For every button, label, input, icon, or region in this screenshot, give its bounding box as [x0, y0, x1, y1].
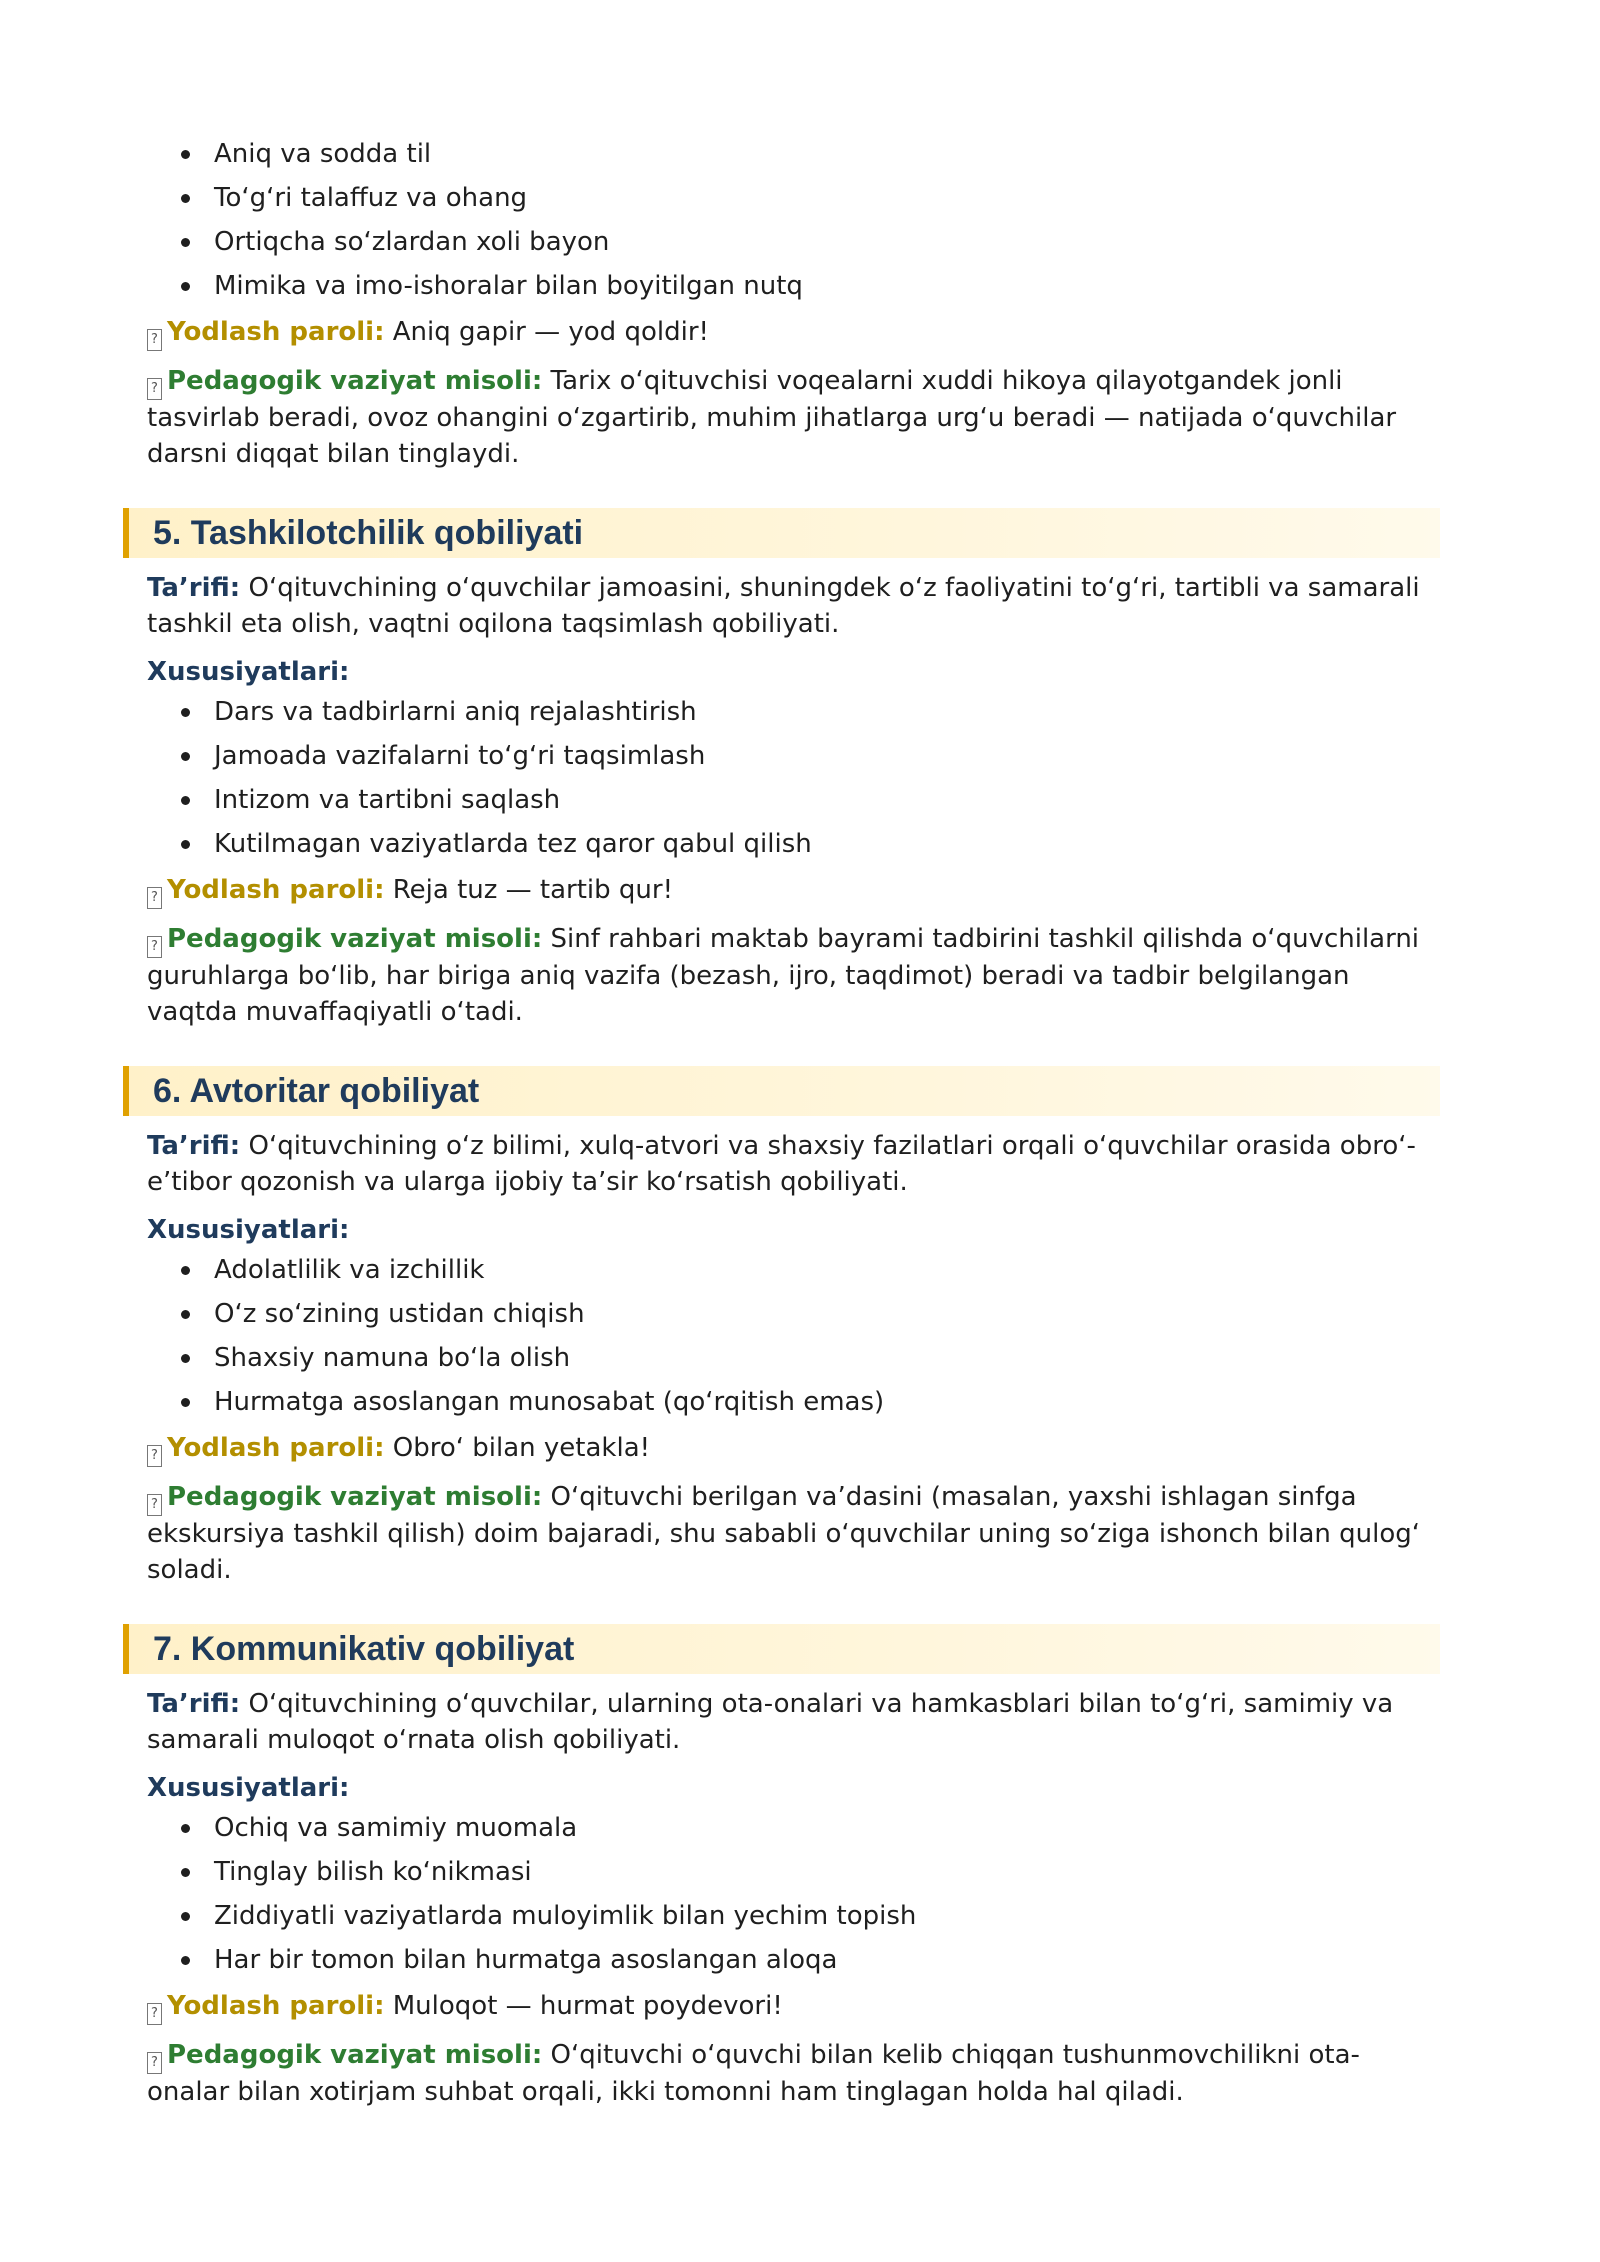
- list-item: Ochiq va samimiy muomala: [179, 1806, 1440, 1850]
- list-item: Dars va tadbirlarni aniq rejalashtirish: [179, 690, 1440, 734]
- list-item: Kutilmagan vaziyatlarda tez qaror qabul qilish: [179, 822, 1440, 866]
- placeholder-glyph-icon: ?: [147, 329, 162, 351]
- section-heading: 5. Tashkilotchilik qobiliyati: [123, 508, 1440, 558]
- section-heading: 6. Avtoritar qobiliyat: [123, 1066, 1440, 1116]
- list-item: Adolatlilik va izchillik: [179, 1248, 1440, 1292]
- list-item: Jamoada vazifalarni to‘g‘ri taqsimlash: [179, 734, 1440, 778]
- mnemonic-paragraph: [147, 1430, 1440, 1467]
- definition-paragraph: [147, 1128, 1440, 1200]
- example-label: Pedagogik vaziyat misoli:: [167, 2040, 543, 2070]
- example-text: Tarix o‘qituvchisi voqealarni xuddi hikoya qilayotgandek jonli tasvirlab beradi, ovoz ohangini o‘zgartirib, muhim jihatlarga urg‘u beradi — natijada o‘quvchilar darsni diqqat bilan tinglaydi.: [147, 366, 1397, 469]
- mnemonic-text: Obro‘ bilan yetakla!: [392, 1433, 651, 1463]
- placeholder-glyph-icon: ?: [147, 887, 162, 909]
- placeholder-glyph-icon: ?: [147, 378, 162, 400]
- list-item: Ziddiyatli vaziyatlarda muloyimlik bilan yechim topish: [179, 1894, 1440, 1938]
- features-label: Xususiyatlari:: [147, 1773, 350, 1803]
- list-item: O‘z so‘zining ustidan chiqish: [179, 1292, 1440, 1336]
- placeholder-glyph-icon: ?: [147, 2003, 162, 2025]
- features-label: Xususiyatlari:: [147, 1215, 350, 1245]
- definition-label: Ta’rifi:: [147, 1689, 241, 1719]
- example-label: Pedagogik vaziyat misoli:: [167, 924, 543, 954]
- definition-paragraph: [147, 570, 1440, 642]
- example-paragraph: [147, 1479, 1440, 1588]
- feature-list: [147, 1248, 1440, 1424]
- mnemonic-label: Yodlash paroli:: [167, 875, 385, 905]
- definition-text: O‘qituvchining o‘quvchilar jamoasini, shuningdek o‘z faoliyatini to‘g‘ri, tartibli va samarali tashkil eta olish, vaqtni oqilona taqsimlash qobiliyati.: [147, 573, 1420, 639]
- example-paragraph: [147, 363, 1440, 472]
- mnemonic-paragraph: [147, 314, 1440, 351]
- mnemonic-paragraph: [147, 1988, 1440, 2025]
- mnemonic-label: Yodlash paroli:: [167, 1991, 385, 2021]
- list-item: Hurmatga asoslangan munosabat (qo‘rqitish emas): [179, 1380, 1440, 1424]
- definition-text: O‘qituvchining o‘z bilimi, xulq-atvori va shaxsiy fazilatlari orqali o‘quvchilar orasida obro‘-e’tibor qozonish va ularga ijobiy ta’sir ko‘rsatish qobiliyati.: [147, 1131, 1416, 1197]
- list-item: To‘g‘ri talaffuz va ohang: [179, 176, 1440, 220]
- list-item: Intizom va tartibni saqlash: [179, 778, 1440, 822]
- mnemonic-label: Yodlash paroli:: [167, 1433, 385, 1463]
- mnemonic-text: Muloqot — hurmat poydevori!: [392, 1991, 783, 2021]
- definition-text: O‘qituvchining o‘quvchilar, ularning ota-onalari va hamkasblari bilan to‘g‘ri, samimiy va samarali muloqot o‘rnata olish qobiliyati.: [147, 1689, 1394, 1755]
- list-item: Aniq va sodda til: [179, 132, 1440, 176]
- example-paragraph: [147, 2037, 1440, 2110]
- example-paragraph: [147, 921, 1440, 1030]
- mnemonic-paragraph: [147, 872, 1440, 909]
- features-label: Xususiyatlari:: [147, 657, 350, 687]
- example-text: Sinf rahbari maktab bayrami tadbirini tashkil qilishda o‘quvchilarni guruhlarga bo‘lib, har biriga aniq vazifa (bezash, ijro, taqdimot) beradi va tadbir belgilangan vaqtda muvaffaqiyatli o‘tadi.: [147, 924, 1420, 1027]
- placeholder-glyph-icon: ?: [147, 936, 162, 958]
- example-label: Pedagogik vaziyat misoli:: [167, 366, 543, 396]
- mnemonic-text: Aniq gapir — yod qoldir!: [392, 317, 709, 347]
- feature-list: [147, 1806, 1440, 1982]
- list-item: Shaxsiy namuna bo‘la olish: [179, 1336, 1440, 1380]
- placeholder-glyph-icon: ?: [147, 2052, 162, 2074]
- example-text: O‘qituvchi berilgan va’dasini (masalan, yaxshi ishlagan sinfga ekskursiya tashkil qilish) doim bajaradi, shu sababli o‘quvchilar uning so‘ziga ishonch bilan qulog‘ soladi.: [147, 1482, 1421, 1585]
- placeholder-glyph-icon: ?: [147, 1494, 162, 1516]
- placeholder-glyph-icon: ?: [147, 1445, 162, 1467]
- list-item: Tinglay bilish ko‘nikmasi: [179, 1850, 1440, 1894]
- list-item: Ortiqcha so‘zlardan xoli bayon: [179, 220, 1440, 264]
- section-heading: 7. Kommunikativ qobiliyat: [123, 1624, 1440, 1674]
- definition-label: Ta’rifi:: [147, 573, 241, 603]
- feature-list: [147, 690, 1440, 866]
- list-item: Mimika va imo-ishoralar bilan boyitilgan nutq: [179, 264, 1440, 308]
- example-label: Pedagogik vaziyat misoli:: [167, 1482, 543, 1512]
- definition-label: Ta’rifi:: [147, 1131, 241, 1161]
- definition-paragraph: [147, 1686, 1440, 1758]
- list-item: Har bir tomon bilan hurmatga asoslangan aloqa: [179, 1938, 1440, 1982]
- intro-feature-list: [147, 132, 1440, 308]
- mnemonic-label: Yodlash paroli:: [167, 317, 385, 347]
- example-text: O‘qituvchi o‘quvchi bilan kelib chiqqan tushunmovchilikni ota-onalar bilan xotirjam suhbat orqali, ikki tomonni ham tinglagan holda hal qiladi.: [147, 2040, 1360, 2107]
- mnemonic-text: Reja tuz — tartib qur!: [392, 875, 674, 905]
